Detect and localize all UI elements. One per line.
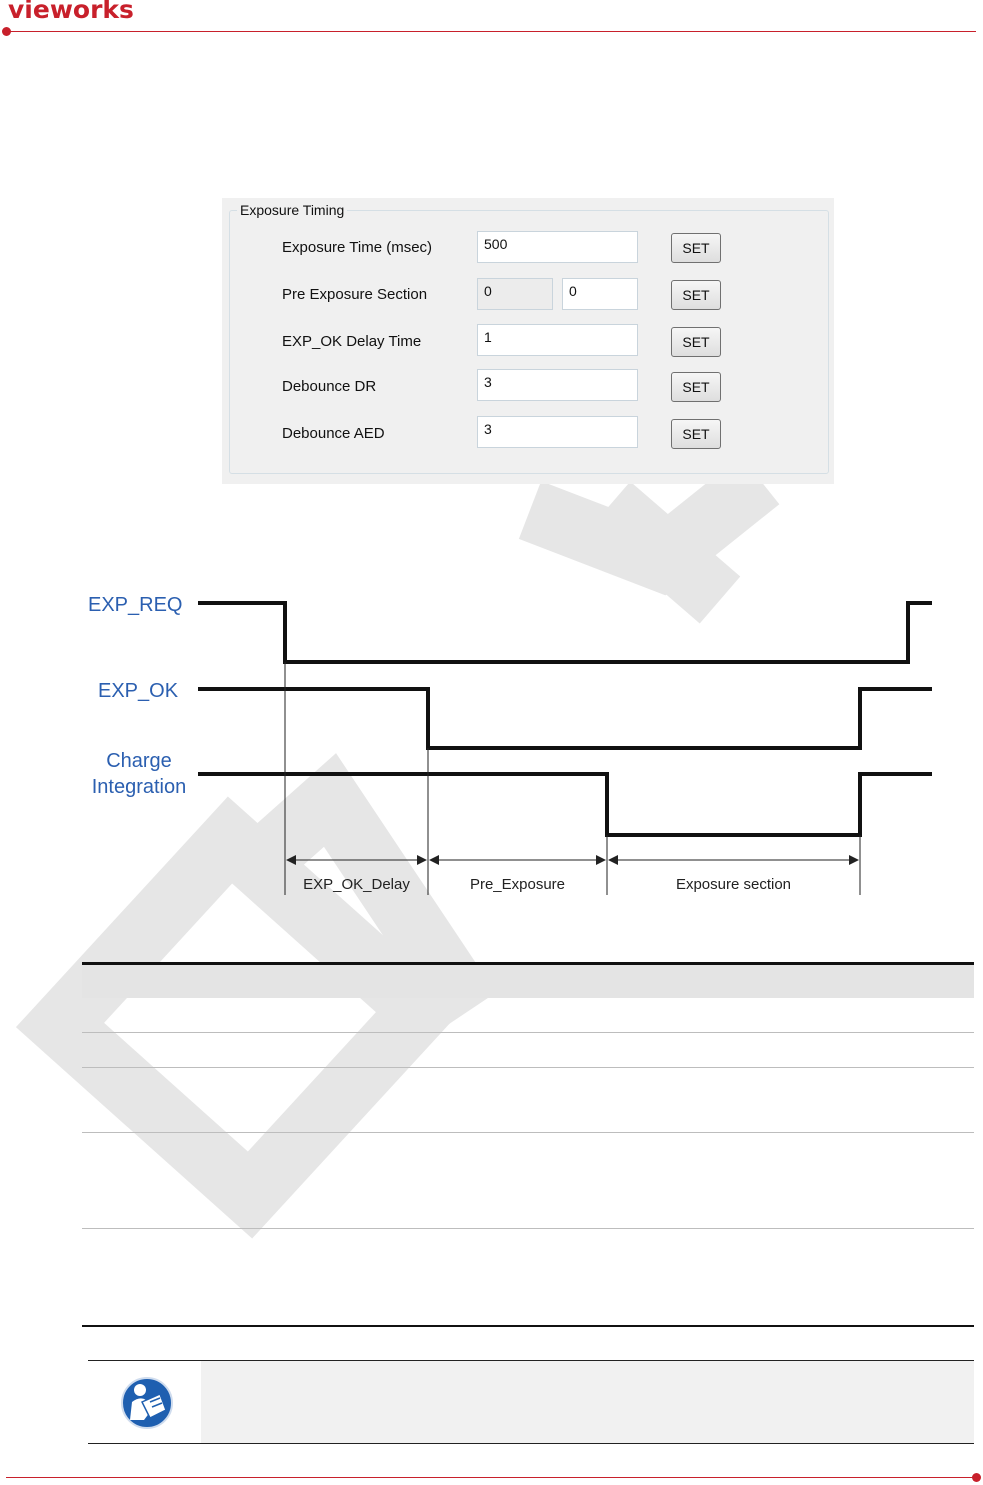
signal-label-exp-req: EXP_REQ bbox=[88, 594, 183, 616]
header-rule bbox=[6, 31, 976, 32]
pre-exposure-readonly-field: 0 bbox=[477, 278, 553, 310]
signal-label-exp-ok: EXP_OK bbox=[98, 680, 179, 702]
exp-ok-delay-label: EXP_OK Delay Time bbox=[282, 333, 422, 350]
section-label-exp-ok-delay: EXP_OK_Delay bbox=[303, 876, 410, 893]
pre-exposure-set-button[interactable]: SET bbox=[671, 280, 721, 310]
table-row-divider bbox=[82, 1132, 974, 1133]
pre-exposure-section-label: Pre Exposure Section bbox=[282, 286, 428, 303]
debounce-dr-label: Debounce DR bbox=[282, 378, 377, 395]
exposure-time-label: Exposure Time (msec) bbox=[282, 239, 433, 256]
table-row-divider bbox=[82, 1032, 974, 1033]
table-bottom-rule bbox=[82, 1325, 974, 1327]
vieworks-logo: vieworks bbox=[8, 0, 134, 24]
exp-ok-waveform bbox=[198, 689, 932, 748]
note-body bbox=[201, 1361, 974, 1443]
timing-diagram bbox=[0, 560, 983, 900]
exp-ok-delay-set-button[interactable]: SET bbox=[671, 327, 721, 357]
pre-exposure-input[interactable]: 0 bbox=[562, 278, 638, 310]
section-label-pre-exposure: Pre_Exposure bbox=[469, 876, 566, 893]
groupbox-title: Exposure Timing bbox=[237, 202, 347, 218]
footer-dot bbox=[972, 1473, 981, 1482]
user-manual-icon bbox=[120, 1376, 174, 1430]
table-row-divider bbox=[82, 1228, 974, 1229]
section-label-exposure-section: Exposure section bbox=[675, 876, 792, 893]
exp-req-waveform bbox=[198, 603, 932, 662]
note-bottom-rule bbox=[88, 1443, 974, 1444]
signal-label-charge-integration: Charge Integration bbox=[91, 750, 187, 798]
debounce-dr-set-button[interactable]: SET bbox=[671, 372, 721, 402]
table-row-divider bbox=[82, 1067, 974, 1068]
debounce-aed-input[interactable]: 3 bbox=[477, 416, 638, 448]
footer-rule bbox=[6, 1477, 976, 1478]
exposure-time-set-button[interactable]: SET bbox=[671, 233, 721, 263]
debounce-dr-input[interactable]: 3 bbox=[477, 369, 638, 401]
exposure-time-input[interactable]: 500 bbox=[477, 231, 638, 263]
charge-integration-waveform bbox=[198, 774, 932, 835]
debounce-aed-label: Debounce AED bbox=[282, 425, 385, 442]
exp-ok-delay-input[interactable]: 1 bbox=[477, 324, 638, 356]
debounce-aed-set-button[interactable]: SET bbox=[671, 419, 721, 449]
table-header bbox=[82, 962, 974, 998]
